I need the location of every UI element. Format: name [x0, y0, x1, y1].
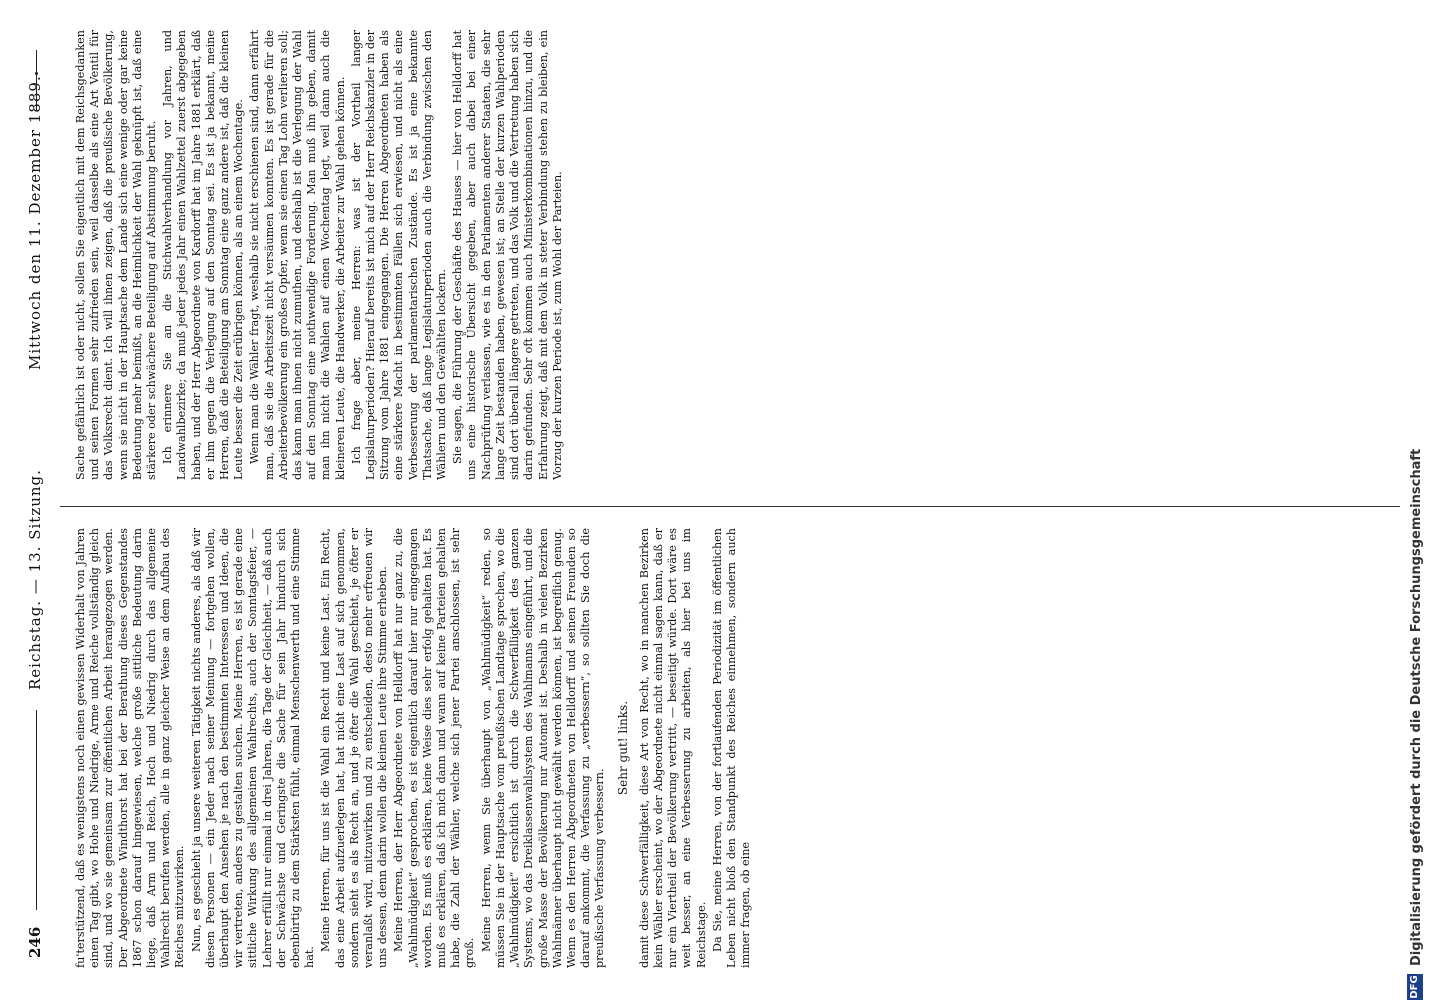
text-column-left: [74, 528, 1394, 968]
page-date: Mittwoch den 11. Dezember 1889.: [26, 75, 44, 370]
text-column-right: [74, 30, 1394, 480]
paragraph: Ich erinnere Sie an die Stichwahlverhandlung vor Jahren, und Landwahlbezirke; da muß jeder jedes Jahr einen Wahlzettel zuerst abgegeben haben, und der Herr Abgeordnete von Kardorff hat im Jahre 1881 erklärt, daß er ihm gegen die Verlegung auf den Sonntag sei. Es ist ja bekannt, meine Herren, daß die Beteiligung am Sonntag eine ganz andere ist, daß die kleinen Leute besser die Zeit erübrigen können, als an einem Wochentage.: [161, 30, 246, 480]
paragraph: damit diese Schwerfälligkeit, diese Art von Recht, wo in manchen Bezirken kein Wähler erscheint, wo der Abgeordnete nicht einmal sagen kann, daß er nur ein Viertheil der Bevölkerung vertritt, — beseitigt würde. Dort wäre es weit besser, an eine Verbesserung zu arbeiten, als hier bei uns im Reichstage.: [637, 528, 708, 968]
page-number: 246: [26, 926, 44, 958]
scan-speck: [35, 72, 38, 75]
column-divider: [60, 506, 1400, 507]
paragraph: Ich frage aber, meine Herren: was ist der Vortheil langer Legislaturperioden? Hierauf bereits ist mich auf der Herr Reichskanzler in der Sitzung vom Jahre 1881 eingegangen. Die Herren Abgeordneten haben als eine stärkere Macht in bestimmten Fällen sich erwiesen, und nicht als eine Verbesserung der parlamentarischen Zustände. Es ist ja eine bekannte Thatsache, daß lange Legislaturperioden auch die Verbindung zwischen den Wählern und den Gewählten lockern.: [349, 30, 449, 480]
credit-text: Digitalisierung gefördert durch die Deutsche Forschungsgemeinschaft: [1409, 448, 1424, 966]
header-rule: [36, 710, 37, 910]
paragraph: Meine Herren, der Herr Abgeordnete von Helldorff hat nur ganz zu, die „Wahlmüdigkeit“ gesprochen, es ist eigentlich darauf hier nur eingegangen worden. Es muß es erklären, keine Weise dies sehr erfolg gehalten hat. Es muß es erklären, daß ich mich dann und wann auf keine Parteien gehalten habe, die Zahl der Wähler, welche sich jener Partei anschlossen, ist sehr groß.: [392, 528, 477, 968]
dfg-logo: DFG: [1407, 974, 1423, 1000]
paragraph: Meine Herren, wenn Sie überhaupt von „Wahlmüdigkeit“ reden, so müssen Sie in der Hauptsache vom preußischen Landtage sprechen, wo die „Wahlmüdigkeit“ ersichtlich ist durch die Schwerfälligkeit des ganzen Systems, wo das Dreiklassenwahlsystem des Wahlmanns eingeführt, und die große Masse der Bevölkerung nur Automat ist. Deshalb in vielen Bezirken Wahlmänner überhaupt nicht gewählt werden können, ist begreiflich genug. Wenn es den Herren Abgeordneten von Helldorff und seinen Freunden so darauf ankommt, die Verfassung zu „verbessern“, so sollten Sie doch die preußische Verfassung verbessern.: [479, 528, 607, 968]
paragraph: Nun, es geschieht ja unsere weiteren Tätigkeit nichts anderes, als daß wir diesen Personen — ein Jeder nach seiner Meinung — fortgehen wollen, überhaupt den Ansehen je nach den bestimmten Interessen und Ideen, die wir vertreten, anders zu gestalten suchen. Meine Herren, es ist gerade eine sittliche Wirkung des allgemeinen Wahlrechts, auch der Sonntagsfeier, — Lehrer erfüllt nur einmal in drei Jahren, die Tage der Gleichheit, — daß auch der Schwächste und Geringste die Sache für sein Jahr hindurch sich ebenbürtig zu dem Stärksten fühlt, einmal Menschenwerth und eine Stimme hat.: [189, 528, 317, 968]
header-rule: [36, 50, 37, 110]
paragraph-heading: Sehr gut! links.: [615, 700, 630, 796]
paragraph: Da Sie, meine Herren, von der fortlaufenden Periodizität im öffentlichen Leben nicht bloß den Standpunkt des Reiches einnehmen, sondern auch immer fragen, ob eine: [710, 528, 753, 968]
page-title: Reichstag. — 13. Sitzung.: [26, 469, 44, 690]
paragraph: Meine Herren, für uns ist die Wahl ein Recht und keine Last. Ein Recht, das eine Arbeit aufzuerlegen hat, hat nicht eine Last auf sich genommen, sondern sieht es als Recht an, und je öfter die Wahl geschieht, je öfter er veranlaßt wird, mitzuwirken und zu entscheiden, desto mehr erfreuen wir uns dessen, denn darin wollen die kleinen Leute ihre Stimme erheben.: [319, 528, 390, 968]
page-header: [22, 40, 56, 970]
paragraph: Sie sagen, die Führung der Geschäfte des Hauses — hier von Helldorff hat uns eine historische Übersicht gegeben, aber auch dabei bei einer Nachprüfung verlassen, wie es in den Parlamenten anderer Staaten, die sehr lange Zeit bestanden haben, gewesen ist; an Stelle der kurzen Wahlperioden sind dort überall längere getreten, und das Volk und die Vertretung haben sich darin gefunden. Sehr oft kommen auch Ministerkombinationen hinzu, und die Erfahrung zeigt, daß mit dem Volk in steter Verbindung stehen zu bleiben, ein Vorzug der kurzen Periode ist, zum Wohl der Parteien.: [451, 30, 564, 480]
digitization-credit: [1405, 0, 1429, 1000]
paragraph: Sache gefährlich ist oder nicht, sollen Sie eigentlich mit dem Reichsgedanken und seinen Formen sehr zufrieden sein, weil dasselbe als eine Art Ventil für das Volksrecht dient. Ich will ihnen zeigen, daß die preußische Bevölkerung, wenn sie nicht in der Hauptsache dem Lande sich eine wenige oder gar keine Bedeutung mehr beimißt, an die Heimlichkeit der Wahl geknüpft ist, daß eine stärkere oder schwächere Beteiligung auf Abstimmung beruht.: [74, 30, 159, 480]
paragraph: fu'terstützend, daß es wenigstens noch einen gewissen Widerhalt von Jahren einen Tag gibt, wo Hohe und Niedrige, Arme und Reiche vollständig gleich sind, und wo sie gemeinsam zur öffentlichen Arbeit herangezogen werden. Der Abgeordnete Windthorst hat bei der Berathung dieses Gegenstandes 1867 schon darauf hingewiesen, welche große sittliche Bedeutung darin liege, daß Arm und Reich, Hoch und Niedrig durch das allgemeine Wahlrecht berufen werden, alle in ganz gleicher Weise an dem Aufbau des Reiches mitzuwirken.: [74, 528, 187, 968]
paragraph: Wenn man die Wähler fragt, weshalb sie nicht erschienen sind, dann erfährt man, daß sie die Arbeitszeit nicht versäumen konnten. Es ist gerade für die Arbeiterbevölkerung ein großes Opfer, wenn sie einen Tag Lohn verlieren soll; das kann man ihnen nicht zumuthen, und deshalb ist die Verlegung der Wahl auf den Sonntag eine nothwendige Forderung. Man muß ihn geben, damit man ihn nicht die Wahlen auf einen Wochentag legt, weil dann auch die kleineren Leute, die Handwerker, die Arbeiter zur Wahl gehen können.: [248, 30, 347, 480]
